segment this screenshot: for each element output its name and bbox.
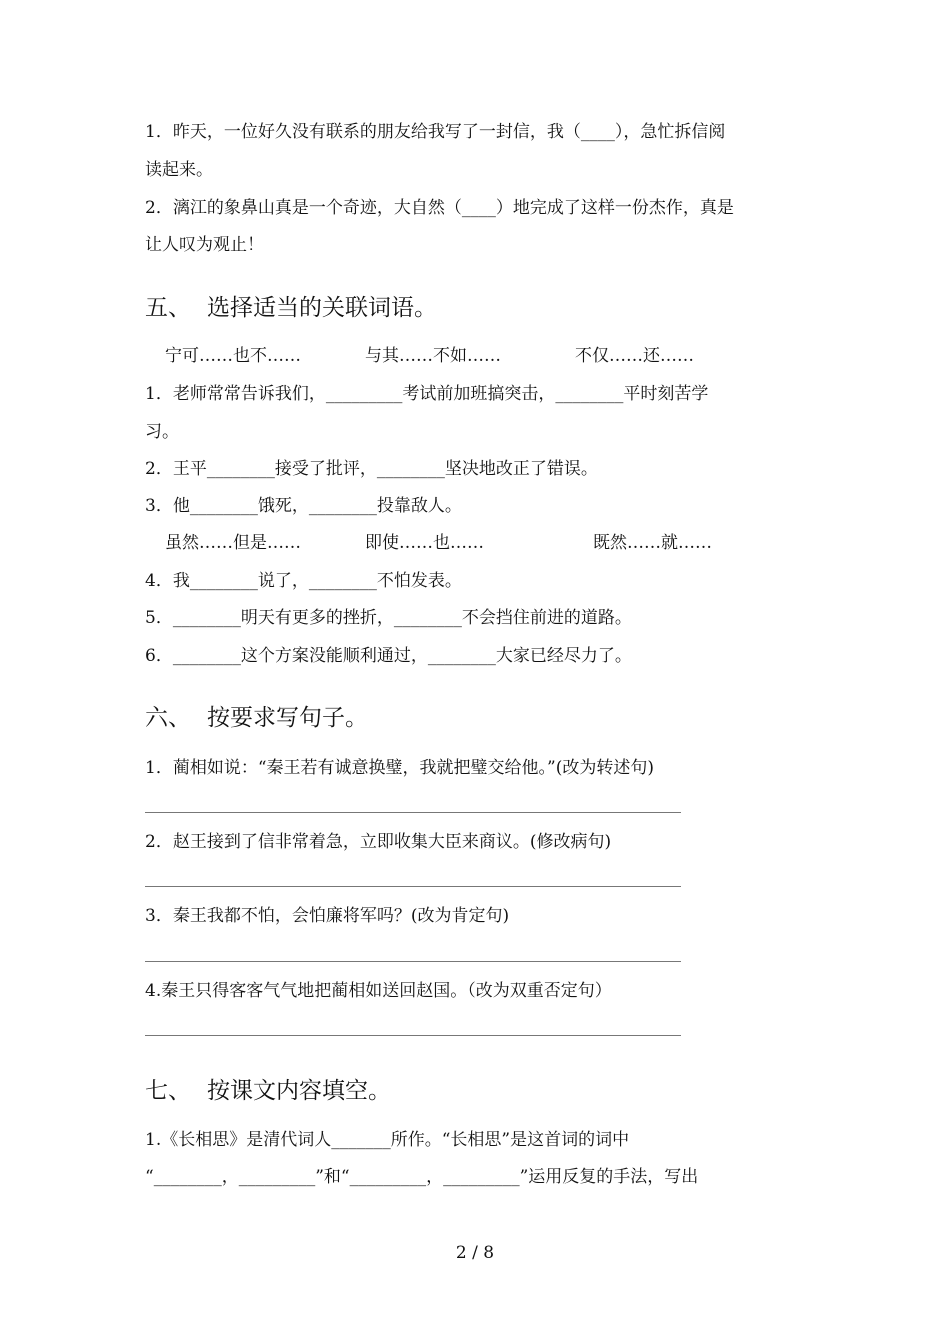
question-4-1-line-2: 读起来。 bbox=[145, 160, 213, 180]
question-6-2: 2．赵王接到了信非常着急，立即收集大臣来商议。(修改病句) bbox=[145, 832, 612, 852]
section-7-title: 按课文内容填空。 bbox=[207, 1078, 391, 1104]
page-number: 2 / 8 bbox=[455, 1243, 495, 1263]
answer-line-6-1[interactable] bbox=[145, 812, 681, 813]
option-a-1: 宁可……也不…… bbox=[165, 346, 301, 366]
question-7-1-line-1: 1.《长相思》是清代词人_______所作。“长相思”是这首词的词中 bbox=[145, 1130, 630, 1150]
question-5-1-line-2: 习。 bbox=[145, 422, 179, 442]
question-5-3: 3．他________饿死，________投靠敌人。 bbox=[145, 496, 462, 516]
question-7-1-line-2: “________，_________”和“_________，_________”运用反复的手法，写出 bbox=[145, 1167, 699, 1187]
option-b-2: 即使……也…… bbox=[365, 533, 484, 553]
question-4-2-line-2: 让人叹为观止！ bbox=[145, 235, 264, 255]
section-6-number: 六、 bbox=[145, 705, 191, 731]
question-5-2: 2．王平________接受了批评，________坚决地改正了错误。 bbox=[145, 459, 598, 479]
section-5-heading bbox=[145, 293, 437, 323]
question-6-3: 3．秦王我都不怕，会怕廉将军吗？(改为肯定句) bbox=[145, 906, 510, 926]
section-7-heading bbox=[145, 1076, 391, 1106]
question-4-2-line-1: 2．漓江的象鼻山真是一个奇迹，大自然（____）地完成了这样一份杰作，真是 bbox=[145, 198, 734, 218]
question-4-1-line-1: 1．昨天，一位好久没有联系的朋友给我写了一封信，我（____），急忙拆信阅 bbox=[145, 122, 726, 142]
section-5-number: 五、 bbox=[145, 295, 191, 321]
section-6-title: 按要求写句子。 bbox=[207, 705, 368, 731]
question-5-6: 6．________这个方案没能顺利通过，________大家已经尽力了。 bbox=[145, 646, 632, 666]
question-5-1-line-1: 1．老师常常告诉我们，_________考试前加班搞突击，________平时刻苦学 bbox=[145, 384, 709, 404]
answer-line-6-4[interactable] bbox=[145, 1035, 681, 1036]
option-b-3: 既然……就…… bbox=[593, 533, 712, 553]
option-a-2: 与其……不如…… bbox=[365, 346, 501, 366]
question-5-5: 5．________明天有更多的挫折，________不会挡住前进的道路。 bbox=[145, 608, 632, 628]
question-5-4: 4．我________说了，________不怕发表。 bbox=[145, 571, 462, 591]
section-5-title: 选择适当的关联词语。 bbox=[207, 295, 437, 321]
section-6-heading bbox=[145, 703, 368, 733]
option-b-1: 虽然……但是…… bbox=[165, 533, 301, 553]
question-6-4: 4.秦王只得客客气气地把蔺相如送回赵国。（改为双重否定句） bbox=[145, 981, 612, 1001]
answer-line-6-3[interactable] bbox=[145, 961, 681, 962]
option-a-3: 不仅……还…… bbox=[575, 346, 694, 366]
section-7-number: 七、 bbox=[145, 1078, 191, 1104]
question-6-1: 1．蔺相如说：“秦王若有诚意换璧，我就把璧交给他。”(改为转述句) bbox=[145, 758, 654, 778]
answer-line-6-2[interactable] bbox=[145, 886, 681, 887]
